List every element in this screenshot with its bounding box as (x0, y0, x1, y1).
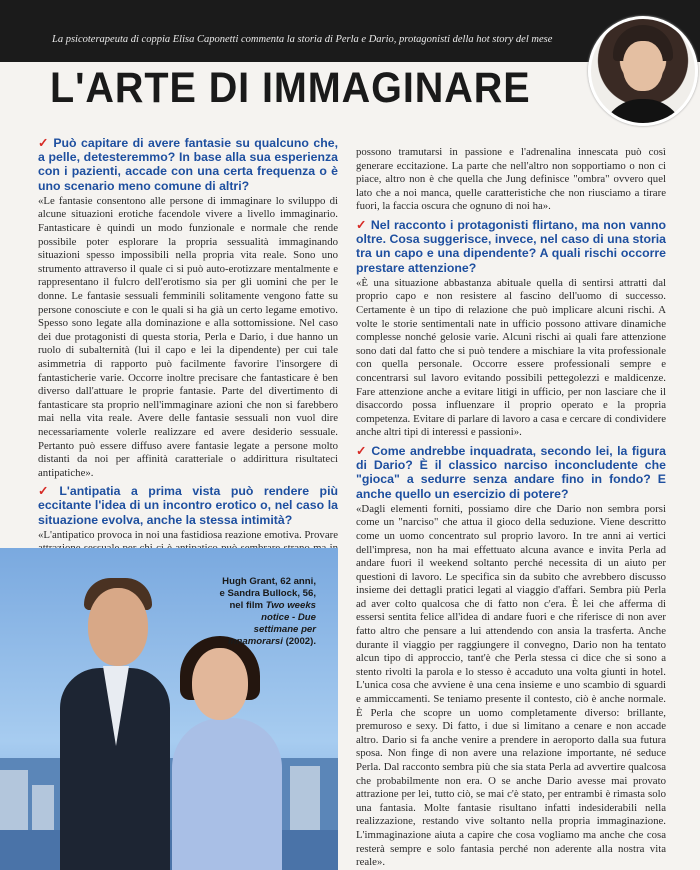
header-subtitle: La psicoterapeuta di coppia Elisa Caponetti commenta la storia di Perla e Dario, protagonisti della hot story del mese (52, 34, 553, 45)
check-icon: ✓ (38, 136, 50, 150)
check-icon: ✓ (356, 443, 368, 458)
question-2: ✓ L'antipatia a prima vista può rendere più eccitante l'idea di un incontro erotico o, nel caso la situazione evolva, anche la stessa intimità? (38, 484, 338, 527)
photo-caption: Hugh Grant, 62 anni, e Sandra Bullock, 56, nel film Two weeks notice - Due settimane per innamorarsi (2002). (219, 576, 316, 647)
right-column (356, 146, 666, 870)
answer-1: «Le fantasie consentono alle persone di immaginare lo sviluppo di alcune situazioni erotiche facendole vivere a livello immaginario. Fantasticare è quindi un modo funzionale e normale che rende possibile poter esplorare la propria sessualità immaginando situazioni spesso impossibili nella propria vita reale. Sono uno strumento attraverso il quale ci si può auto-erotizzare mentalmente e rappresentano il fulcro dell'erotismo sia per gli uomini che per le donne. Le fantasie sessuali femminili solitamente vengono fatte su persone conosciute e con le quali si ha già un certo legame emotivo. Spesso sono legate alla dominazione e alla sottomissione. Nel caso dei due protagonisti di questa storia, Perla e Dario, i due hanno un ruolo di subalternità (lui il capo e lei la dipendente) per cui tale asimmetria di rapporto può facilmente favorire l'insorgere di fantasticherie varie. Occorre inoltre precisare che fantasticare è ben diverso dall'attuare le proprie fantasie. Parte del divertimento di fantasticare sta proprio nell'immaginare azioni che non si farebbero mai nella vita reale. Avere delle fantasie sessuali non vuol dire necessariamente volerle realizzare ed avere desiderio sessuale. Pertanto può essere diffuso avere fantasie legate a persone molto distanti da noi per affinità caratteriale o addirittura risultateci antipatiche». (38, 194, 338, 479)
question-3: ✓ Nel racconto i protagonisti flirtano, ma non vanno oltre. Cosa suggerisce, invece, nel caso di una storia tra un capo e una dipendente? A quali rischi occorre prestare attenzione? (356, 217, 666, 275)
answer-4: «Dagli elementi forniti, possiamo dire che Dario non sembra porsi come un "narciso" che attua il gioco della seduzione. Viene descritto come un uomo concentrato sul proprio lavoro. In tre anni ai vertici dell'impresa, non ha mai effettuato alcuna avance e invita Perla ad andare fuori il weekend soltanto perché necessita di un aiuto per questioni di lavoro. Le specifica sin da subito che avrebbero discusso insieme dei dettagli pratici legati al viaggio d'affari. Sembra più Perla ad aver colto qualcosa che di fatto non c'era. È lei che afferma di essersi sentita felice all'idea di andare fuori e che riferisce di non aver fatto altro che pensare a lui attendendo con ansia la trasferta. Anche durante il viaggio per raggiungere il convegno, Dario non ha tentato alcun tipo di approccio, tant'è che Perla stessa ci dice che si sono a stento rivolti la parola e lo stesso è accaduto una volta giunti in hotel. L'unica cosa che avviene è una cena insieme e uno scambio di sguardi e ammiccamenti. Se teniamo presente il contesto, ciò è anche normale. È Perla che scopre un uomo completamente diverso: brillante, premuroso e sexy. Di fatto, i due si limitano a cenare e non accade altro. Dario si fa anche venire a prendere in aeroporto dalla sua futura sposa. Non finge di non avere una relazione importante, né seduce Perla. Dal racconto sembra più che sia stata Perla ad avvertire qualcosa che probabilmente non era. O se anche Dario avesse mai provato attrazione per lei, tutto ciò, se mai c'è stato, per entrambi è rimasta solo una fantasia. Molte fantasie risultano infatti indesiderabili nella realizzazione, restando vive soltanto nella propria immaginazione. L'immaginazione aiuta a capire che cosa vogliamo ma anche che cosa resterà sempre e solo fantasia perché non aderente alla nostra vita reale». (356, 502, 666, 869)
answer-2-continued: possono tramutarsi in passione e l'adrenalina innescata può così generare eccitazione. La parte che nell'altro non sopportiamo o non ci piace, altro non è che quella che Jung definisce "ombra" ovvero quel lato che a noi manca, quelle caratteristiche che non riusciamo a tirare fuori, la faccia oscura che ognuno di noi ha». (356, 146, 666, 213)
question-1: ✓ Può capitare di avere fantasie su qualcuno che, a pelle, detesteremmo? In base alla sua esperienza con i pazienti, accade con una certa frequenza o è uno scenario meno comune di altri? (38, 136, 338, 193)
check-icon: ✓ (356, 217, 367, 232)
check-icon: ✓ (38, 484, 56, 499)
left-column (38, 132, 338, 573)
question-4: ✓ Come andrebbe inquadrata, secondo lei, la figura di Dario? È il classico narciso inconcludente che "gioca" a sedurre senza andare fino in fondo? E anche quello un esercizio di potere? (356, 443, 666, 501)
actress-figure (172, 718, 282, 870)
answer-3: «È una situazione abbastanza abituale quella di sentirsi attratti dal proprio capo e non resistere al fascino dell'uomo di successo. Certamente è un tipo di relazione che può implicare alcuni rischi. A volte le storie sentimentali nate in ufficio possono attivare dinamiche complesse nonché gelosie varie. Alcuni rischi ai quali fare attenzione sono dati dal fatto che si può tendere a mischiare la vita professionale con quella personale. Occorre essere professionali sempre e concentrarsi sul lavoro evitando possibili pettegolezzi e maldicenze. Fare attenzione anche a evitare litigi in ufficio, per non lasciare che il disaccordo possa influenzare il proprio operato e la propria competenza. Evitare di parlare di lavoro a casa e cercare di condividere anche altri tipi di interessi e passioni». (356, 276, 666, 439)
film-photo (0, 548, 338, 870)
article-title: L'ARTE DI IMMAGINARE (50, 64, 531, 112)
answer-2: «L'antipatico provoca in noi una fastidiosa reazione emotiva. Provare (38, 528, 338, 541)
author-portrait (588, 16, 698, 126)
